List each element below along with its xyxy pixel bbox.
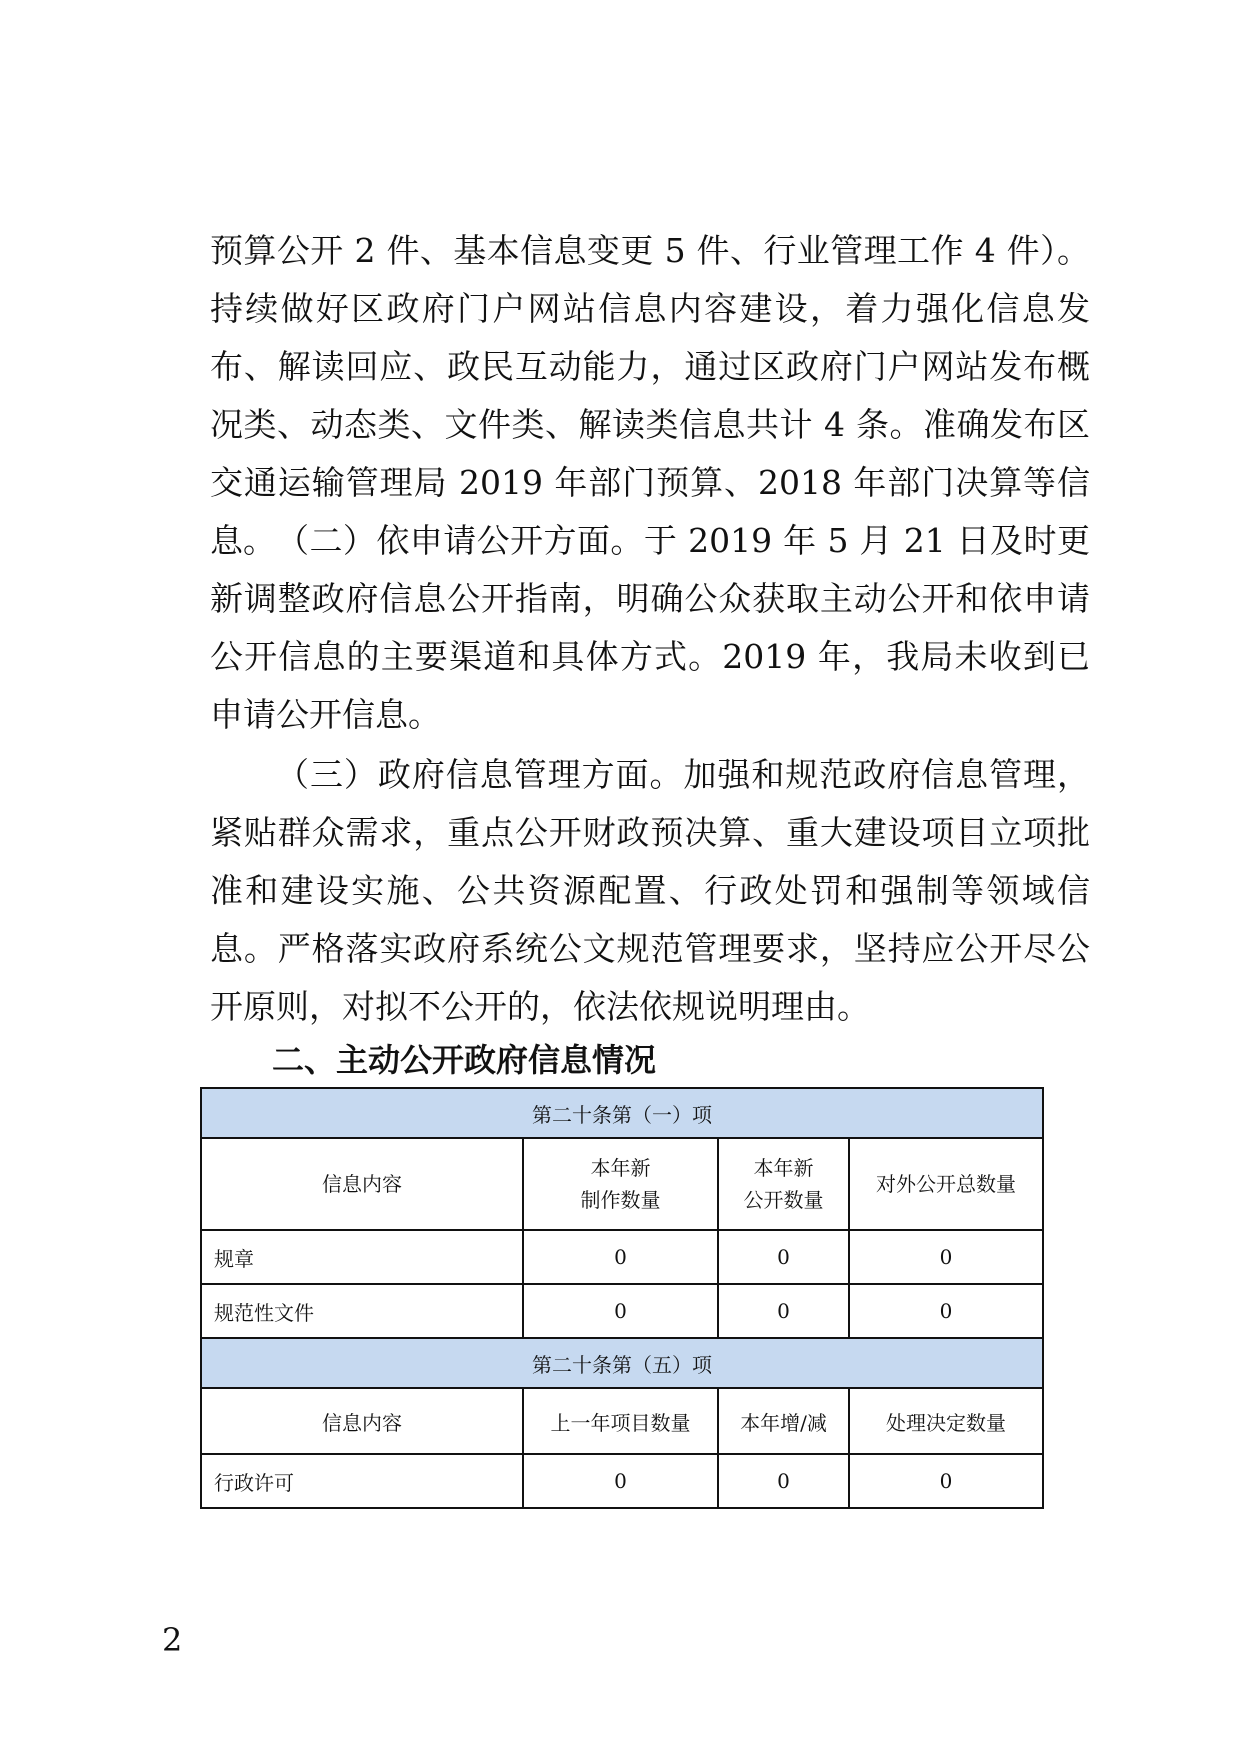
table-section-band (201, 1338, 1043, 1388)
table-header-cell: 信息内容 (201, 1388, 523, 1454)
table-section-band (201, 1088, 1043, 1138)
table-header-row (201, 1138, 1043, 1230)
table-header-cell (523, 1138, 718, 1230)
table-row (201, 1230, 1043, 1284)
header-line: 本年新 公开数量 (743, 1156, 824, 1212)
table-header-cell (718, 1138, 849, 1230)
info-disclosure-table (200, 1087, 1044, 1509)
table-cell: 0 (718, 1454, 849, 1508)
body-paragraph-1: 预算公开 2 件、基本信息变更 5 件、行业管理工作 4 件）。持续做好区政府门户网站信息内容建设，着力强化信息发布、解读回应、政民互动能力，通过区政府门户网站发布概况类、动态类、文件类、解读类信息共计 4 条。准确发布区交通运输管理局 2019 年部门预算、2018 年部门决算等信息。 (210, 231, 1090, 560)
table-row (201, 1454, 1043, 1508)
section-heading: 二、主动公开政府信息情况 (272, 1041, 657, 1079)
row-label: 行政许可 (201, 1454, 523, 1508)
table-cell: 0 (523, 1284, 718, 1338)
table-header-cell: 本年增/减 (718, 1388, 849, 1454)
table-header-cell: 对外公开总数量 (849, 1138, 1043, 1230)
table-cell: 0 (718, 1230, 849, 1284)
table-cell: 0 (523, 1454, 718, 1508)
table-cell: 0 (523, 1230, 718, 1284)
body-paragraph-2: （二）依申请公开方面。于 2019 年 5 月 21 日及时更新调整政府信息公开指南，明确公众获取主动公开和依申请公开信息的主要渠道和具体方式。2019 年，我局未收到已申请公开信息。 (210, 521, 1090, 734)
table-cell: 0 (849, 1284, 1043, 1338)
table-header-cell: 上一年项目数量 (523, 1388, 718, 1454)
table-header-cell: 处理决定数量 (849, 1388, 1043, 1454)
row-label: 规章 (201, 1230, 523, 1284)
table-cell: 0 (718, 1284, 849, 1338)
body-paragraph-3: （三）政府信息管理方面。加强和规范政府信息管理，紧贴群众需求，重点公开财政预决算、重大建设项目立项批准和建设实施、公共资源配置、行政处罚和强制等领域信息。严格落实政府系统公文规范管理要求，坚持应公开尽公开原则，对拟不公开的，依法依规说明理由。 (210, 755, 1090, 1026)
table-row (201, 1284, 1043, 1338)
row-label: 规范性文件 (201, 1284, 523, 1338)
table-section-title: 第二十条第（五）项 (201, 1338, 1043, 1388)
table-cell: 0 (849, 1454, 1043, 1508)
table-section-title: 第二十条第（一）项 (201, 1088, 1043, 1138)
table-cell: 0 (849, 1230, 1043, 1284)
header-line: 本年新 制作数量 (580, 1156, 661, 1212)
table-header-cell: 信息内容 (201, 1138, 523, 1230)
page-number: 2 (162, 1621, 183, 1659)
table-header-row (201, 1388, 1043, 1454)
